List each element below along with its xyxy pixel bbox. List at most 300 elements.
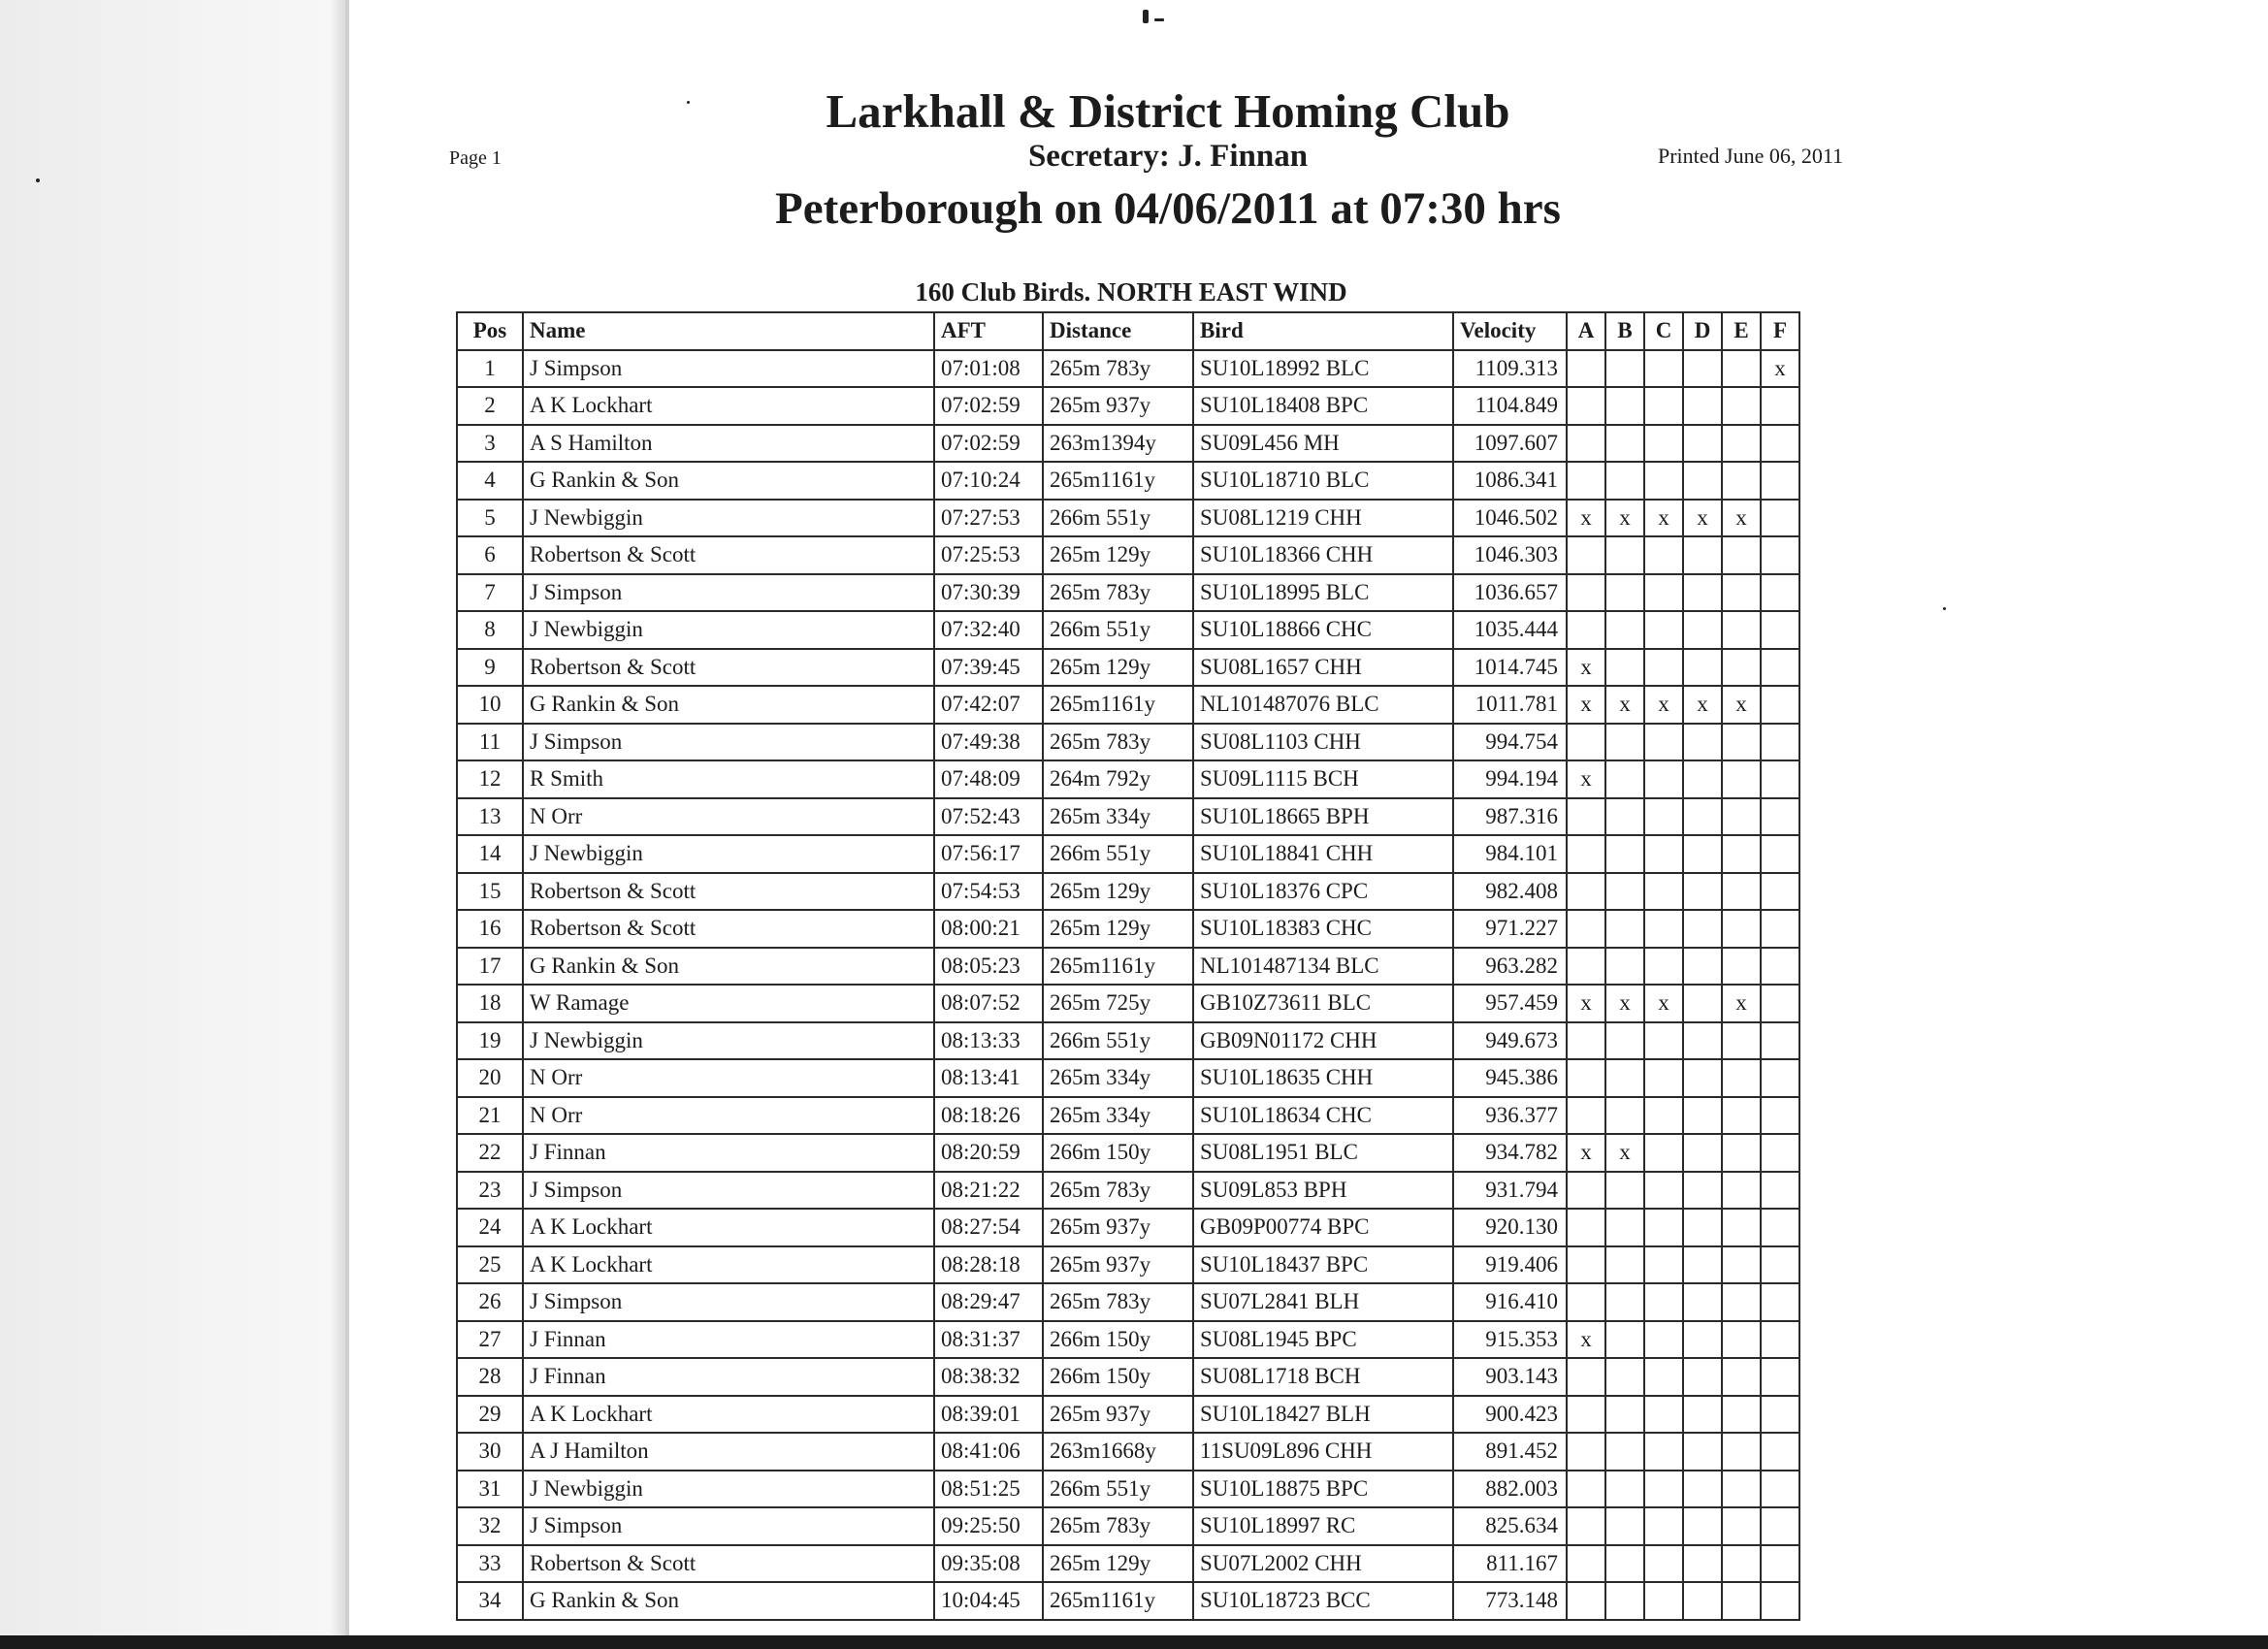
cell-bird: SU08L1718 BCH	[1193, 1358, 1453, 1396]
table-row	[457, 1209, 1799, 1246]
cell-flag-c: x	[1644, 686, 1683, 724]
cell-flag-d	[1683, 985, 1722, 1022]
cell-flag-d	[1683, 910, 1722, 948]
cell-flag-f	[1761, 387, 1799, 425]
cell-flag-b	[1605, 1507, 1644, 1545]
cell-name: Robertson & Scott	[523, 873, 934, 911]
cell-pos: 15	[457, 873, 523, 911]
cell-flag-f: x	[1761, 350, 1799, 388]
table-row	[457, 350, 1799, 388]
cell-flag-d	[1683, 1545, 1722, 1583]
table-row	[457, 760, 1799, 798]
cell-distance: 265m1161y	[1043, 686, 1193, 724]
cell-flag-e	[1722, 1358, 1761, 1396]
cell-flag-c	[1644, 1059, 1683, 1097]
cell-velocity: 773.148	[1453, 1582, 1567, 1620]
cell-bird: SU08L1945 BPC	[1193, 1321, 1453, 1359]
cell-distance: 265m1161y	[1043, 1582, 1193, 1620]
cell-distance: 264m 792y	[1043, 760, 1193, 798]
cell-flag-c	[1644, 760, 1683, 798]
cell-velocity: 994.754	[1453, 724, 1567, 761]
cell-bird: SU07L2841 BLH	[1193, 1283, 1453, 1321]
table-row	[457, 1507, 1799, 1545]
cell-flag-f	[1761, 574, 1799, 612]
cell-flag-b	[1605, 649, 1644, 687]
cell-pos: 14	[457, 835, 523, 873]
table-header-row	[457, 312, 1799, 350]
cell-aft: 07:54:53	[934, 873, 1043, 911]
cell-flag-e: x	[1722, 686, 1761, 724]
printed-date: Printed June 06, 2011	[1658, 144, 1844, 168]
cell-distance: 263m1394y	[1043, 425, 1193, 463]
cell-pos: 5	[457, 500, 523, 537]
cell-flag-c	[1644, 1545, 1683, 1583]
cell-flag-e	[1722, 574, 1761, 612]
cell-flag-f	[1761, 1022, 1799, 1060]
cell-flag-f	[1761, 1507, 1799, 1545]
cell-name: J Newbiggin	[523, 1022, 934, 1060]
cell-flag-e	[1722, 1209, 1761, 1246]
table-row	[457, 1396, 1799, 1434]
cell-flag-e	[1722, 536, 1761, 574]
table-row	[457, 724, 1799, 761]
cell-distance: 265m 937y	[1043, 1209, 1193, 1246]
cell-pos: 34	[457, 1582, 523, 1620]
cell-name: A K Lockhart	[523, 1246, 934, 1284]
cell-flag-a	[1567, 1545, 1605, 1583]
cell-flag-c	[1644, 1097, 1683, 1135]
cell-bird: SU10L18997 RC	[1193, 1507, 1453, 1545]
cell-flag-a	[1567, 611, 1605, 649]
col-header-aft: AFT	[934, 312, 1043, 350]
cell-distance: 266m 551y	[1043, 835, 1193, 873]
cell-name: J Simpson	[523, 724, 934, 761]
cell-velocity: 1014.745	[1453, 649, 1567, 687]
cell-flag-a	[1567, 1507, 1605, 1545]
cell-flag-e: x	[1722, 985, 1761, 1022]
table-row	[457, 1471, 1799, 1508]
cell-aft: 08:20:59	[934, 1134, 1043, 1172]
speck	[1943, 607, 1946, 610]
cell-distance: 265m 783y	[1043, 1283, 1193, 1321]
cell-pos: 22	[457, 1134, 523, 1172]
cell-flag-c: x	[1644, 500, 1683, 537]
cell-velocity: 1046.502	[1453, 500, 1567, 537]
cell-flag-d	[1683, 425, 1722, 463]
cell-flag-a: x	[1567, 649, 1605, 687]
cell-flag-f	[1761, 1358, 1799, 1396]
cell-flag-a	[1567, 835, 1605, 873]
cell-pos: 6	[457, 536, 523, 574]
cell-flag-d	[1683, 611, 1722, 649]
cell-flag-c	[1644, 1358, 1683, 1396]
cell-distance: 265m 783y	[1043, 350, 1193, 388]
cell-distance: 266m 150y	[1043, 1358, 1193, 1396]
cell-distance: 265m 129y	[1043, 649, 1193, 687]
cell-name: N Orr	[523, 798, 934, 836]
cell-distance: 266m 551y	[1043, 1471, 1193, 1508]
cell-flag-e: x	[1722, 500, 1761, 537]
table-row	[457, 1358, 1799, 1396]
cell-velocity: 1035.444	[1453, 611, 1567, 649]
cell-name: G Rankin & Son	[523, 686, 934, 724]
cell-flag-b	[1605, 611, 1644, 649]
cell-velocity: 987.316	[1453, 798, 1567, 836]
cell-velocity: 936.377	[1453, 1097, 1567, 1135]
cell-flag-a	[1567, 1358, 1605, 1396]
cell-flag-f	[1761, 760, 1799, 798]
cell-distance: 265m 783y	[1043, 1172, 1193, 1210]
cell-flag-f	[1761, 873, 1799, 911]
cell-flag-d	[1683, 649, 1722, 687]
cell-aft: 07:42:07	[934, 686, 1043, 724]
cell-flag-c	[1644, 1283, 1683, 1321]
cell-name: G Rankin & Son	[523, 462, 934, 500]
cell-distance: 266m 551y	[1043, 500, 1193, 537]
cell-flag-f	[1761, 686, 1799, 724]
cell-flag-f	[1761, 1396, 1799, 1434]
cell-distance: 265m1161y	[1043, 948, 1193, 986]
cell-flag-b	[1605, 350, 1644, 388]
cell-flag-e	[1722, 1396, 1761, 1434]
cell-flag-a: x	[1567, 760, 1605, 798]
cell-velocity: 963.282	[1453, 948, 1567, 986]
cell-flag-b	[1605, 760, 1644, 798]
cell-velocity: 915.353	[1453, 1321, 1567, 1359]
cell-flag-a	[1567, 1059, 1605, 1097]
cell-distance: 265m 129y	[1043, 873, 1193, 911]
table-row	[457, 1582, 1799, 1620]
table-row	[457, 425, 1799, 463]
cell-pos: 19	[457, 1022, 523, 1060]
cell-bird: SU10L18635 CHH	[1193, 1059, 1453, 1097]
cell-flag-e	[1722, 1097, 1761, 1135]
cell-velocity: 1011.781	[1453, 686, 1567, 724]
cell-flag-f	[1761, 1582, 1799, 1620]
cell-flag-e	[1722, 1471, 1761, 1508]
col-header-d: D	[1683, 312, 1722, 350]
results-table	[456, 311, 1800, 1621]
cell-flag-b	[1605, 1545, 1644, 1583]
col-header-e: E	[1722, 312, 1761, 350]
cell-aft: 07:02:59	[934, 387, 1043, 425]
cell-name: J Newbiggin	[523, 1471, 934, 1508]
table-row	[457, 1022, 1799, 1060]
cell-name: A K Lockhart	[523, 1209, 934, 1246]
col-header-name: Name	[523, 312, 934, 350]
cell-flag-b	[1605, 948, 1644, 986]
cell-distance: 265m 937y	[1043, 387, 1193, 425]
cell-flag-f	[1761, 985, 1799, 1022]
cell-bird: SU08L1219 CHH	[1193, 500, 1453, 537]
cell-distance: 265m 129y	[1043, 536, 1193, 574]
col-header-velocity: Velocity	[1453, 312, 1567, 350]
cell-pos: 25	[457, 1246, 523, 1284]
cell-flag-d	[1683, 760, 1722, 798]
cell-flag-f	[1761, 536, 1799, 574]
cell-flag-d	[1683, 1358, 1722, 1396]
cell-bird: NL101487134 BLC	[1193, 948, 1453, 986]
cell-velocity: 1036.657	[1453, 574, 1567, 612]
cell-name: J Newbiggin	[523, 500, 934, 537]
cell-flag-b	[1605, 873, 1644, 911]
cell-flag-c	[1644, 536, 1683, 574]
cell-velocity: 982.408	[1453, 873, 1567, 911]
cell-flag-b	[1605, 1209, 1644, 1246]
table-row	[457, 1321, 1799, 1359]
cell-velocity: 900.423	[1453, 1396, 1567, 1434]
cell-pos: 13	[457, 798, 523, 836]
cell-flag-a: x	[1567, 500, 1605, 537]
cell-flag-b	[1605, 425, 1644, 463]
cell-flag-a	[1567, 948, 1605, 986]
cell-flag-b	[1605, 1059, 1644, 1097]
cell-name: G Rankin & Son	[523, 1582, 934, 1620]
cell-bird: SU09L853 BPH	[1193, 1172, 1453, 1210]
cell-flag-c	[1644, 425, 1683, 463]
table-row	[457, 536, 1799, 574]
cell-aft: 07:10:24	[934, 462, 1043, 500]
cell-flag-e	[1722, 350, 1761, 388]
cell-aft: 08:07:52	[934, 985, 1043, 1022]
cell-flag-c	[1644, 1246, 1683, 1284]
table-row	[457, 574, 1799, 612]
cell-velocity: 957.459	[1453, 985, 1567, 1022]
cell-velocity: 931.794	[1453, 1172, 1567, 1210]
cell-name: Robertson & Scott	[523, 910, 934, 948]
cell-pos: 27	[457, 1321, 523, 1359]
cell-pos: 17	[457, 948, 523, 986]
cell-flag-f	[1761, 948, 1799, 986]
cell-flag-f	[1761, 1134, 1799, 1172]
cell-aft: 08:39:01	[934, 1396, 1043, 1434]
cell-flag-c	[1644, 462, 1683, 500]
cell-aft: 07:39:45	[934, 649, 1043, 687]
cell-flag-a: x	[1567, 1134, 1605, 1172]
table-row	[457, 462, 1799, 500]
cell-flag-c	[1644, 1022, 1683, 1060]
cell-distance: 266m 551y	[1043, 611, 1193, 649]
cell-flag-e	[1722, 1321, 1761, 1359]
cell-bird: GB09N01172 CHH	[1193, 1022, 1453, 1060]
cell-flag-a: x	[1567, 985, 1605, 1022]
cell-flag-d	[1683, 873, 1722, 911]
cell-velocity: 882.003	[1453, 1471, 1567, 1508]
cell-distance: 266m 551y	[1043, 1022, 1193, 1060]
cell-aft: 07:30:39	[934, 574, 1043, 612]
cell-aft: 07:01:08	[934, 350, 1043, 388]
cell-flag-d	[1683, 1321, 1722, 1359]
cell-name: J Newbiggin	[523, 835, 934, 873]
cell-distance: 265m 334y	[1043, 798, 1193, 836]
cell-flag-b	[1605, 1283, 1644, 1321]
cell-distance: 265m 783y	[1043, 574, 1193, 612]
cell-bird: SU10L18408 BPC	[1193, 387, 1453, 425]
cell-aft: 07:56:17	[934, 835, 1043, 873]
cell-flag-b	[1605, 1433, 1644, 1471]
cell-flag-d	[1683, 835, 1722, 873]
cell-aft: 09:35:08	[934, 1545, 1043, 1583]
cell-distance: 265m 725y	[1043, 985, 1193, 1022]
cell-aft: 07:49:38	[934, 724, 1043, 761]
cell-flag-b	[1605, 462, 1644, 500]
cell-aft: 08:27:54	[934, 1209, 1043, 1246]
cell-flag-a	[1567, 1433, 1605, 1471]
cell-flag-a	[1567, 798, 1605, 836]
cell-flag-f	[1761, 1433, 1799, 1471]
cell-flag-a	[1567, 536, 1605, 574]
cell-flag-d	[1683, 1582, 1722, 1620]
cell-flag-f	[1761, 500, 1799, 537]
cell-flag-e	[1722, 910, 1761, 948]
cell-distance: 266m 150y	[1043, 1321, 1193, 1359]
cell-name: J Finnan	[523, 1358, 934, 1396]
cell-aft: 07:32:40	[934, 611, 1043, 649]
cell-flag-e	[1722, 1059, 1761, 1097]
cell-name: G Rankin & Son	[523, 948, 934, 986]
cell-velocity: 949.673	[1453, 1022, 1567, 1060]
cell-pos: 32	[457, 1507, 523, 1545]
cell-flag-a	[1567, 1172, 1605, 1210]
cell-flag-d	[1683, 462, 1722, 500]
col-header-f: F	[1761, 312, 1799, 350]
cell-name: R Smith	[523, 760, 934, 798]
table-row	[457, 835, 1799, 873]
cell-bird: SU10L18376 CPC	[1193, 873, 1453, 911]
table-row	[457, 1433, 1799, 1471]
cell-flag-b	[1605, 724, 1644, 761]
cell-aft: 08:41:06	[934, 1433, 1043, 1471]
cell-flag-b	[1605, 910, 1644, 948]
cell-name: J Newbiggin	[523, 611, 934, 649]
cell-flag-f	[1761, 798, 1799, 836]
cell-bird: SU10L18437 BPC	[1193, 1246, 1453, 1284]
cell-bird: SU10L18366 CHH	[1193, 536, 1453, 574]
cell-flag-e	[1722, 1283, 1761, 1321]
cell-flag-b	[1605, 798, 1644, 836]
cell-flag-f	[1761, 724, 1799, 761]
cell-flag-d	[1683, 1022, 1722, 1060]
cell-aft: 08:00:21	[934, 910, 1043, 948]
cell-flag-f	[1761, 649, 1799, 687]
cell-flag-e	[1722, 387, 1761, 425]
cell-flag-b	[1605, 1582, 1644, 1620]
cell-flag-a	[1567, 724, 1605, 761]
speck	[1154, 18, 1164, 21]
cell-aft: 08:38:32	[934, 1358, 1043, 1396]
cell-name: J Simpson	[523, 1507, 934, 1545]
cell-name: J Simpson	[523, 1172, 934, 1210]
cell-pos: 21	[457, 1097, 523, 1135]
cell-name: Robertson & Scott	[523, 1545, 934, 1583]
cell-flag-b	[1605, 1396, 1644, 1434]
cell-pos: 26	[457, 1283, 523, 1321]
cell-flag-c	[1644, 1507, 1683, 1545]
cell-distance: 263m1668y	[1043, 1433, 1193, 1471]
cell-flag-f	[1761, 1059, 1799, 1097]
cell-flag-c	[1644, 873, 1683, 911]
cell-velocity: 1109.313	[1453, 350, 1567, 388]
cell-name: A J Hamilton	[523, 1433, 934, 1471]
cell-flag-d	[1683, 1283, 1722, 1321]
cell-aft: 07:02:59	[934, 425, 1043, 463]
cell-pos: 31	[457, 1471, 523, 1508]
cell-flag-c	[1644, 1321, 1683, 1359]
cell-distance: 265m 937y	[1043, 1246, 1193, 1284]
cell-flag-d	[1683, 1172, 1722, 1210]
cell-flag-c	[1644, 1172, 1683, 1210]
cell-flag-d	[1683, 1433, 1722, 1471]
col-header-distance: Distance	[1043, 312, 1193, 350]
cell-flag-b	[1605, 1358, 1644, 1396]
cell-flag-d	[1683, 1471, 1722, 1508]
cell-flag-e	[1722, 1545, 1761, 1583]
cell-aft: 08:21:22	[934, 1172, 1043, 1210]
cell-flag-a	[1567, 1246, 1605, 1284]
cell-distance: 265m 783y	[1043, 724, 1193, 761]
cell-velocity: 945.386	[1453, 1059, 1567, 1097]
cell-name: N Orr	[523, 1059, 934, 1097]
cell-bird: SU10L18710 BLC	[1193, 462, 1453, 500]
cell-bird: GB10Z73611 BLC	[1193, 985, 1453, 1022]
cell-name: J Finnan	[523, 1134, 934, 1172]
cell-flag-a	[1567, 910, 1605, 948]
cell-pos: 23	[457, 1172, 523, 1210]
cell-aft: 08:28:18	[934, 1246, 1043, 1284]
cell-flag-e	[1722, 462, 1761, 500]
cell-velocity: 994.194	[1453, 760, 1567, 798]
cell-bird: SU10L18992 BLC	[1193, 350, 1453, 388]
cell-flag-e	[1722, 1172, 1761, 1210]
page-number: Page 1	[449, 147, 502, 169]
table-row	[457, 1097, 1799, 1135]
table-row	[457, 1059, 1799, 1097]
cell-flag-e	[1722, 1134, 1761, 1172]
cell-flag-c	[1644, 649, 1683, 687]
cell-flag-a	[1567, 462, 1605, 500]
cell-flag-f	[1761, 611, 1799, 649]
cell-flag-a	[1567, 1022, 1605, 1060]
cell-bird: SU09L1115 BCH	[1193, 760, 1453, 798]
cell-flag-b	[1605, 835, 1644, 873]
cell-aft: 07:48:09	[934, 760, 1043, 798]
cell-flag-d	[1683, 350, 1722, 388]
club-title: Larkhall & District Homing Club	[826, 84, 1510, 138]
cell-velocity: 1046.303	[1453, 536, 1567, 574]
cell-bird: SU10L18723 BCC	[1193, 1582, 1453, 1620]
cell-velocity: 1097.607	[1453, 425, 1567, 463]
cell-pos: 1	[457, 350, 523, 388]
cell-flag-e	[1722, 425, 1761, 463]
table-row	[457, 873, 1799, 911]
cell-flag-e	[1722, 611, 1761, 649]
cell-flag-a	[1567, 387, 1605, 425]
cell-flag-c	[1644, 1396, 1683, 1434]
cell-aft: 08:51:25	[934, 1471, 1043, 1508]
cell-bird: 11SU09L896 CHH	[1193, 1433, 1453, 1471]
cell-bird: SU08L1951 BLC	[1193, 1134, 1453, 1172]
scan-bottom-edge	[0, 1635, 2268, 1649]
table-row	[457, 1134, 1799, 1172]
table-row	[457, 910, 1799, 948]
col-header-bird: Bird	[1193, 312, 1453, 350]
cell-velocity: 1086.341	[1453, 462, 1567, 500]
col-header-b: B	[1605, 312, 1644, 350]
cell-flag-f	[1761, 1545, 1799, 1583]
cell-bird: SU08L1657 CHH	[1193, 649, 1453, 687]
cell-velocity: 984.101	[1453, 835, 1567, 873]
cell-flag-d	[1683, 536, 1722, 574]
